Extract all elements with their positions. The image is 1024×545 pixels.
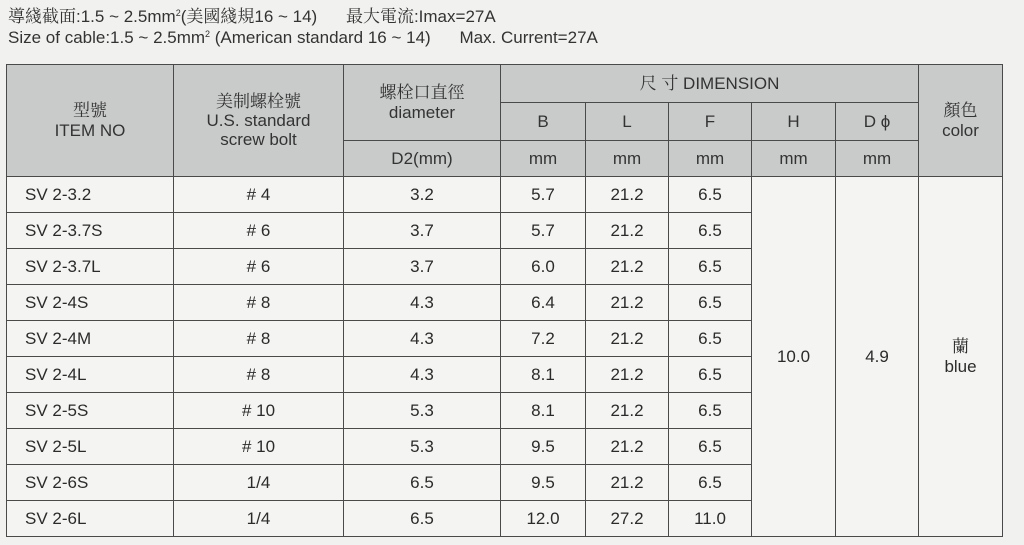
l-value: 21.2 [586,285,669,321]
unit-h: mm [752,141,836,177]
item-no: SV 2-5L [7,429,174,465]
dim-l-header: L [586,103,669,141]
unit-f: mm [669,141,752,177]
unit-d: mm [836,141,919,177]
b-value: 5.7 [501,213,586,249]
screw-size: # 8 [174,357,344,393]
b-value: 5.7 [501,177,586,213]
l-value: 21.2 [586,357,669,393]
item-no: SV 2-3.7S [7,213,174,249]
d2-value: 4.3 [344,357,501,393]
f-value: 6.5 [669,429,752,465]
l-value: 27.2 [586,501,669,537]
f-value: 6.5 [669,393,752,429]
h-value: 10.0 [752,177,836,537]
item-no: SV 2-6L [7,501,174,537]
d2-value: 5.3 [344,393,501,429]
gauge-en: (American standard 16 ~ 14) [210,28,431,47]
screw-size: 1/4 [174,501,344,537]
header-line-chinese [8,2,496,27]
squared-superscript: 2 [175,8,181,18]
d2-value: 6.5 [344,465,501,501]
screw-size: 1/4 [174,465,344,501]
dim-d-header: D ϕ [836,103,919,141]
table-row [7,177,1003,213]
l-value: 21.2 [586,177,669,213]
screw-size: # 4 [174,177,344,213]
b-value: 8.1 [501,393,586,429]
color-value: 蘭 blue [919,177,1003,537]
screw-bolt-header: 美制螺栓號 U.S. standard screw bolt [174,65,344,177]
f-value: 6.5 [669,213,752,249]
f-value: 6.5 [669,321,752,357]
d2-value: 5.3 [344,429,501,465]
b-value: 6.0 [501,249,586,285]
d2-value: 3.2 [344,177,501,213]
item-no-header: 型號 ITEM NO [7,65,174,177]
item-no: SV 2-4M [7,321,174,357]
item-no: SV 2-6S [7,465,174,501]
screw-size: # 10 [174,429,344,465]
item-no: SV 2-3.7L [7,249,174,285]
d2-value: 4.3 [344,321,501,357]
b-value: 6.4 [501,285,586,321]
item-no: SV 2-4S [7,285,174,321]
l-value: 21.2 [586,429,669,465]
screw-size: # 10 [174,393,344,429]
d2-value: 3.7 [344,213,501,249]
diameter-unit: D2(mm) [344,141,501,177]
b-value: 9.5 [501,465,586,501]
item-no: SV 2-3.2 [7,177,174,213]
f-value: 6.5 [669,357,752,393]
f-value: 6.5 [669,177,752,213]
spec-table [6,64,1003,537]
l-value: 21.2 [586,213,669,249]
screw-size: # 6 [174,249,344,285]
l-value: 21.2 [586,321,669,357]
l-value: 21.2 [586,393,669,429]
d2-value: 4.3 [344,285,501,321]
d2-value: 3.7 [344,249,501,285]
d2-value: 6.5 [344,501,501,537]
item-no: SV 2-5S [7,393,174,429]
f-value: 11.0 [669,501,752,537]
max-current-zh: 最大電流:Imax=27A [345,7,496,26]
unit-b: mm [501,141,586,177]
dim-b-header: B [501,103,586,141]
screw-size: # 8 [174,321,344,357]
cable-size-zh: 導綫截面:1.5 ~ 2.5mm [8,7,176,26]
dim-f-header: F [669,103,752,141]
dimension-header: 尺 寸 DIMENSION [501,65,919,103]
d-value: 4.9 [836,177,919,537]
l-value: 21.2 [586,249,669,285]
dim-h-header: H [752,103,836,141]
screw-size: # 6 [174,213,344,249]
b-value: 9.5 [501,429,586,465]
color-header: 顏色 color [919,65,1003,177]
squared-superscript: 2 [205,29,211,39]
l-value: 21.2 [586,465,669,501]
cable-size-en: Size of cable:1.5 ~ 2.5mm [8,28,206,47]
gauge-zh: (美國綫規16 ~ 14) [180,7,318,26]
b-value: 8.1 [501,357,586,393]
diameter-header: 螺栓口直徑 diameter [344,65,501,141]
b-value: 12.0 [501,501,586,537]
f-value: 6.5 [669,249,752,285]
header-line-english [8,28,598,48]
f-value: 6.5 [669,465,752,501]
item-no: SV 2-4L [7,357,174,393]
table-header [7,65,1003,177]
unit-l: mm [586,141,669,177]
screw-size: # 8 [174,285,344,321]
max-current-en: Max. Current=27A [459,28,598,47]
table-body [7,177,1003,537]
f-value: 6.5 [669,285,752,321]
b-value: 7.2 [501,321,586,357]
